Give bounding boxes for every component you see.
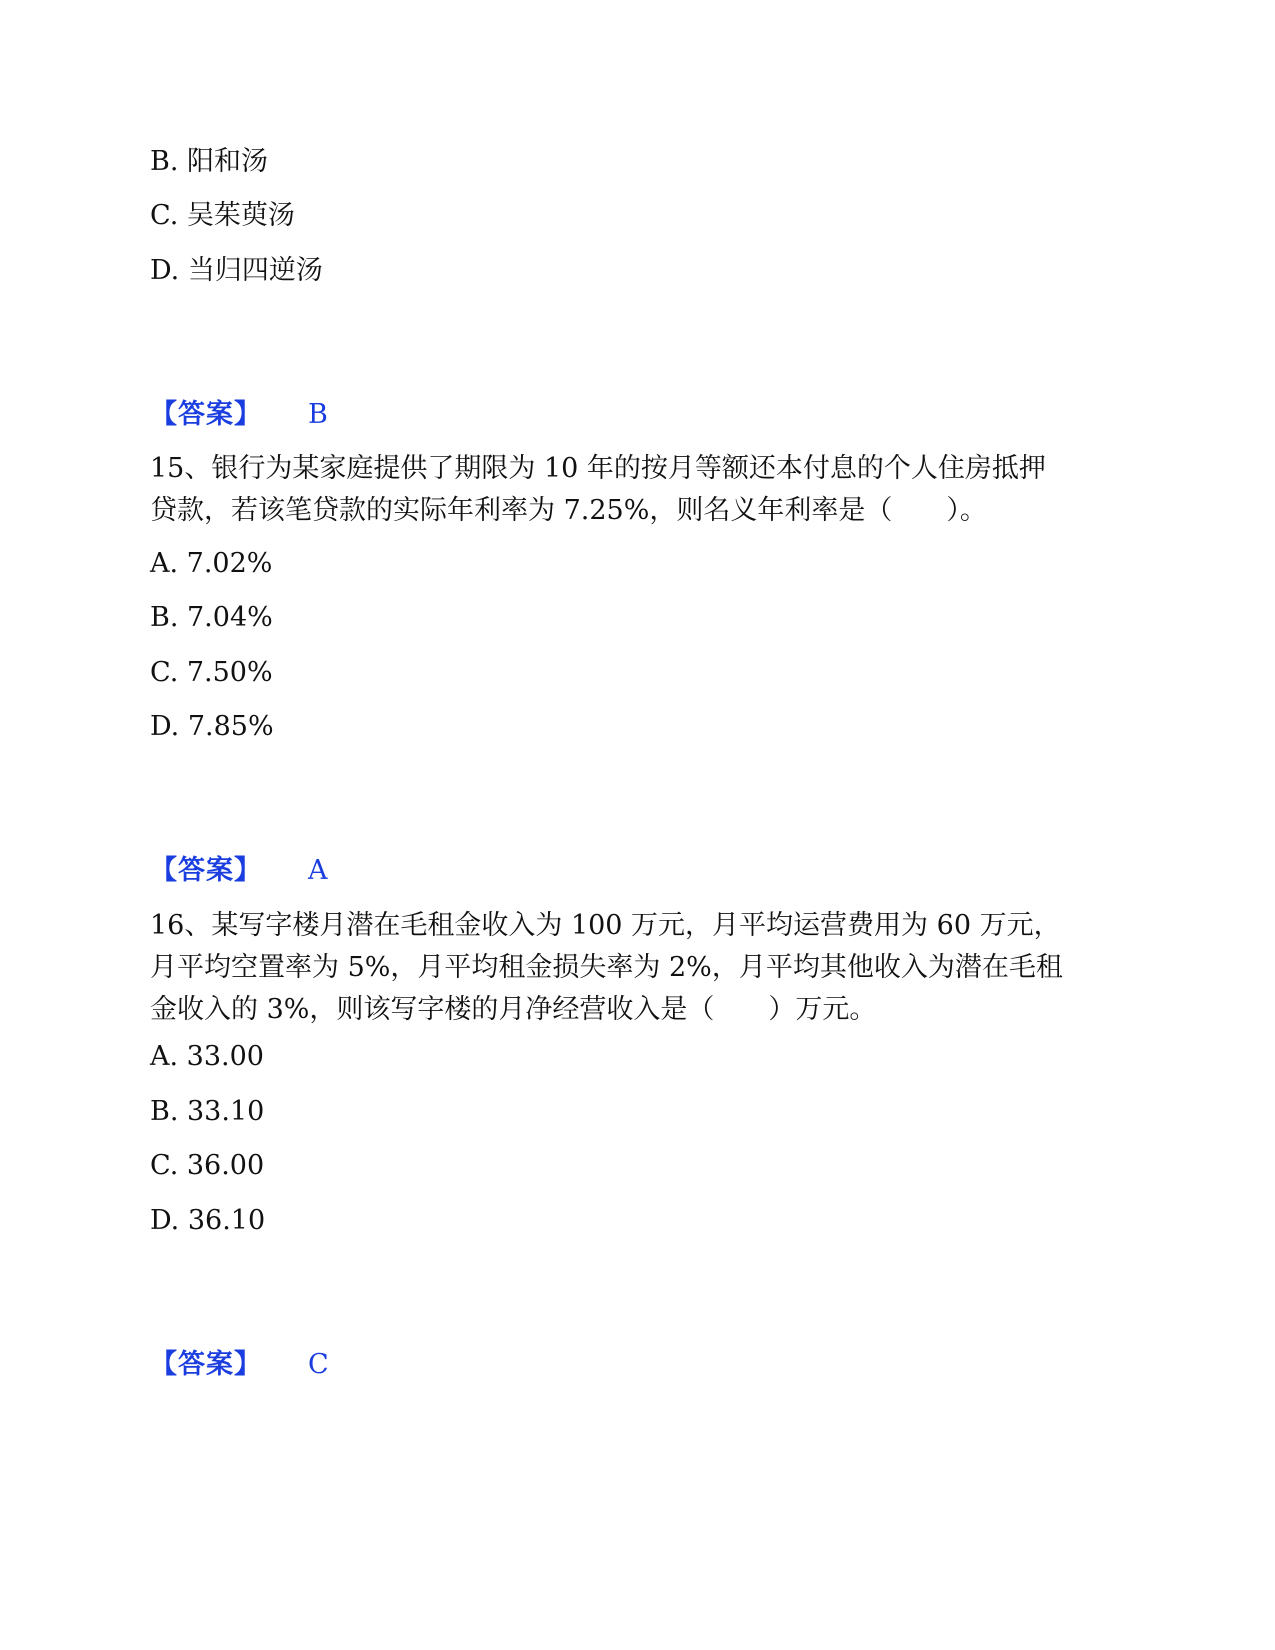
q15-stem-line-1: 15、银行为某家庭提供了期限为 10 年的按月等额还本付息的个人住房抵押 bbox=[150, 453, 1046, 484]
q15-stem bbox=[150, 448, 1110, 532]
q15-option-a: A. 7.02% bbox=[150, 548, 273, 579]
q14-option-d: D. 当归四逆汤 bbox=[150, 255, 323, 286]
answer-value: C bbox=[308, 1349, 329, 1380]
q15-answer bbox=[150, 855, 550, 887]
q15-option-b: B. 7.04% bbox=[150, 602, 273, 633]
answer-label: 【答案】 bbox=[150, 399, 262, 430]
q16-option-c: C. 36.00 bbox=[150, 1150, 265, 1181]
q15-option-c: C. 7.50% bbox=[150, 657, 273, 688]
q16-option-b: B. 33.10 bbox=[150, 1096, 265, 1127]
answer-label: 【答案】 bbox=[150, 1349, 262, 1380]
answer-label: 【答案】 bbox=[150, 855, 262, 886]
q16-stem-line-1: 16、某写字楼月潜在毛租金收入为 100 万元，月平均运营费用为 60 万元， bbox=[150, 910, 1061, 941]
answer-value: A bbox=[308, 855, 328, 886]
q14-option-b: B. 阳和汤 bbox=[150, 146, 269, 177]
q15-stem-line-2: 贷款，若该笔贷款的实际年利率为 7.25%，则名义年利率是（ ）。 bbox=[150, 495, 987, 526]
q14-option-c: C. 吴茱萸汤 bbox=[150, 200, 295, 231]
q16-stem bbox=[150, 905, 1110, 1031]
q16-stem-line-2: 月平均空置率为 5%，月平均租金损失率为 2%，月平均其他收入为潜在毛租 bbox=[150, 952, 1063, 983]
q16-option-a: A. 33.00 bbox=[150, 1041, 264, 1072]
q15-option-d: D. 7.85% bbox=[150, 711, 274, 742]
q16-stem-line-3: 金收入的 3%，则该写字楼的月净经营收入是（ ）万元。 bbox=[150, 994, 877, 1025]
q14-answer bbox=[150, 399, 550, 431]
answer-value: B bbox=[308, 399, 328, 430]
q16-option-d: D. 36.10 bbox=[150, 1205, 266, 1236]
q16-answer bbox=[150, 1349, 550, 1381]
